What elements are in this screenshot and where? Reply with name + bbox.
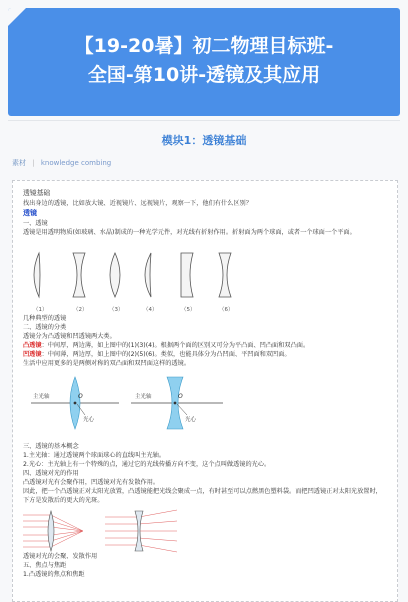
o-label-1: O — [78, 393, 83, 400]
lens-shape-5 — [181, 253, 193, 297]
lens-shape-6 — [219, 253, 231, 297]
optical-axis-figure — [27, 373, 227, 439]
lens-shape-3 — [110, 253, 120, 297]
convex-lens-sketch — [48, 511, 54, 551]
section1-text: 透镜是用透明物质(如玻璃、水晶)制成的一种光学元件，对光线有折射作用。折射面为两个球面，或者一个球面一个平面。 — [23, 229, 356, 236]
lens-label-2: （2） — [73, 307, 88, 313]
content-card — [12, 180, 398, 602]
o-label-2: O — [178, 393, 183, 400]
section1-title: 一、透镜 — [23, 220, 48, 227]
lesson-title-line1: 【19-20暑】初二物理目标班- — [74, 35, 334, 57]
concave-line — [23, 351, 291, 360]
lens-shape-2 — [73, 253, 85, 297]
section2-title: 二、透镜的分类 — [23, 324, 67, 331]
intro-text: 找出身边的透镜，比如放大镜、近视镜片、远视镜片，观察一下，他们有什么区别？ — [23, 200, 252, 207]
lens-label-1: （1） — [33, 307, 48, 313]
lens-shape-4 — [145, 253, 151, 297]
banner-corner-fold — [8, 8, 26, 26]
section2-text: 透镜分为凸透镜和凹透镜两大类。 — [23, 333, 116, 340]
section3-item2: 2.光心：主光轴上有一个特殊的点，通过它的光线传播方向不变，这个点叫做透镜的光心。 — [23, 461, 271, 468]
header-divider — [8, 120, 400, 121]
section5-title: 五、焦点与焦距 — [23, 562, 67, 569]
section3-item1: 1.主光轴：通过透镜两个球面球心的直线叫主光轴。 — [23, 452, 166, 459]
module-title: 模块1：透镜基础 — [161, 134, 247, 147]
breadcrumb-separator: | — [32, 159, 35, 167]
section4-text1: 凸透镜对光有会聚作用，凹透镜对光有发散作用。 — [23, 479, 160, 486]
title-banner — [8, 8, 400, 116]
convex-text: ：中间厚，两边薄，如上图中的(1)(3)(4)。根据两个面的区别又可分为平凸面、凹凸面和双凸面。 — [41, 342, 310, 349]
section3-title: 三、透镜的基本概念 — [23, 443, 79, 450]
section4-text2: 因此，把一个凸透镜正对太阳光放置，凸透镜能把光线会聚成一点，有时甚至可以点燃黑色塑料袋。而把凹透镜正对太阳光放置时，下方是发散后的更大的光斑。 — [23, 488, 382, 504]
concave-text: ：中间薄，两边厚，如上图中的(2)(5)(6)。类似，也能具体分为凸凹面、平凹面和双凹面。 — [41, 351, 291, 358]
breadcrumb-en: knowledge combing — [40, 159, 112, 167]
section5-item1: 1.凸透镜的焦点和焦距 — [23, 571, 85, 578]
light-effect-figure — [21, 509, 181, 553]
lens-label-5: （5） — [181, 307, 196, 313]
axis-label-2: 主光轴 — [135, 394, 152, 400]
content-heading: 透镜基础 — [23, 189, 51, 197]
lens-shape-1 — [34, 253, 40, 297]
axis-label-1: 主光轴 — [33, 394, 50, 400]
figure-caption: 透镜对光的会聚、发散作用 — [23, 553, 98, 560]
breadcrumb — [12, 158, 111, 168]
lens-types-figure — [21, 249, 251, 315]
section4-title: 四、透镜对光的作用 — [23, 470, 79, 477]
section2-note: 生活中应用更多的是两侧对称的双凸面和双凹面这样的透镜。 — [23, 360, 191, 367]
center-label-2: 光心 — [185, 417, 197, 423]
subheading-lens: 透镜 — [23, 209, 37, 217]
convex-label: 凸透镜 — [23, 342, 42, 349]
center-label-1: 光心 — [83, 417, 95, 423]
lens-label-4: （4） — [143, 307, 158, 313]
concave-label: 凹透镜 — [23, 351, 42, 358]
lesson-title-line2: 全国-第10讲-透镜及其应用 — [87, 64, 321, 86]
lens-label-3: （3） — [109, 307, 124, 313]
breadcrumb-zh: 素材 — [12, 159, 26, 167]
lesson-title — [8, 32, 400, 90]
convex-line — [23, 342, 309, 351]
lens-label-6: （6） — [219, 307, 234, 313]
lens-caption: 几种典型的透镜 — [23, 315, 67, 322]
